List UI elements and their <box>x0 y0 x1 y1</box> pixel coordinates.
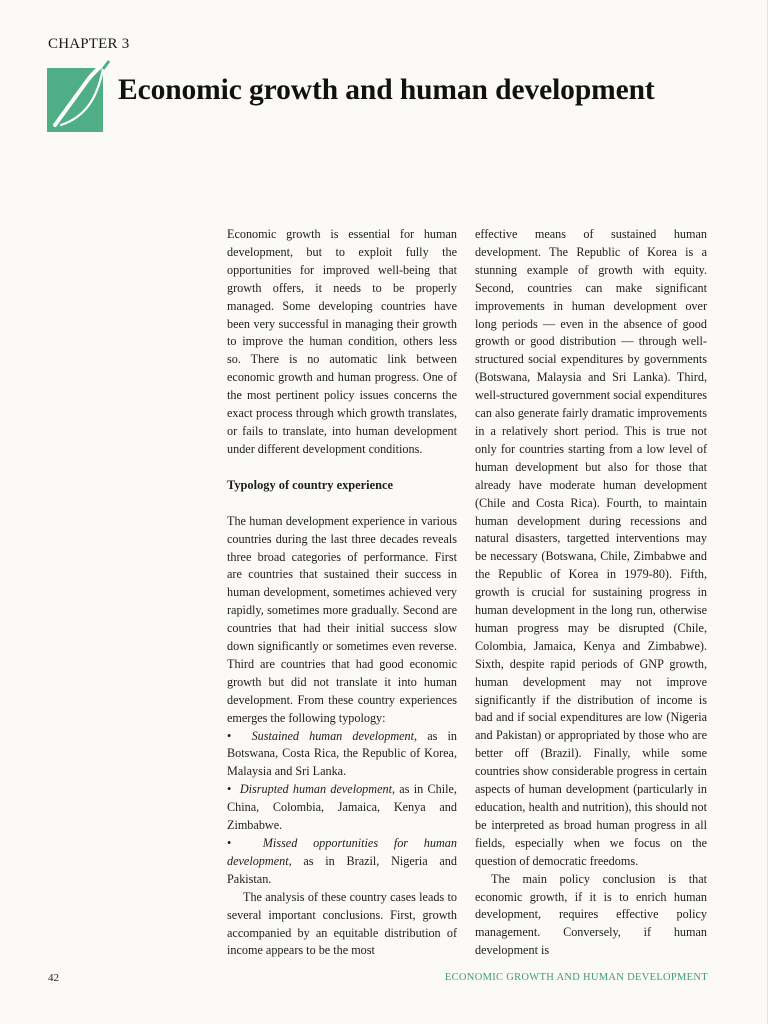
bullet-text: , as in Chile, China, Colombia, Jamaica, Kenya and Zimbabwe. <box>227 782 457 833</box>
analysis-paragraph: The analysis of these country cases leads to several important conclusions. First, growth accompanied by an equitable distribution of income appears to be the most <box>227 889 457 958</box>
section-heading: Typology of country experience <box>227 477 393 492</box>
typology-paragraph: The human development experience in various countries during the last three decades reveals three broad categories of performance. First are countries that sustained their success in human development, sometimes achieved very rapidly, sometimes more gradually. Second are countries that had their initial success slow down significantly or sometimes even reverse. Third are countries that had good economic growth but did not translate it into human development. From these country experiences emerges the following typology: <box>227 513 457 725</box>
bullet-item: • Missed opportunities for human development, as in Brazil, Nigeria and Pakistan. <box>227 836 457 886</box>
intro-paragraph: Economic growth is essential for human development, but to exploit fully the opportunities for improved well-being that growth offers, it needs to be properly managed. Some developing countries have been very successful in managing their growth to improve the human condition, others less so. There is no automatic link between economic growth and human progress. One of the most pertinent policy issues concerns the exact process through which growth translates, or fails to translate, into human development under different development conditions. <box>227 227 457 456</box>
chapter-label: CHAPTER 3 <box>48 36 130 52</box>
text-column-left <box>227 226 457 960</box>
continuation-paragraph: effective means of sustained human development. The Republic of Korea is a stunning example of growth with equity. Second, countries can make significant improvements in human development over long periods — even in the absence of good growth or good distribution — through well-structured social expenditures by governments (Botswana, Malaysia and Sri Lanka). Third, well-structured government social expenditures can also generate fairly dramatic improvements in a relatively short period. This is true not only for countries starting from a low level of human development but also for those that already have moderate human development (Chile and Costa Rica). Fourth, to maintain human development during recessions and natural disasters, targetted interventions may be necessary (Botswana, Chile, Zimbabwe and the Republic of Korea in 1979-80). Fifth, growth is crucial for sustaining progress in human development in the long run, otherwise human progress may be disrupted (Chile, Colombia, Jamaica, Kenya and Zimbabwe). Sixth, despite rapid periods of GNP growth, human development may not improve significantly if the distribution of income is bad and if social expenditures are low (Nigeria and Pakistan) or appropriated by those who are better off (Brazil). Finally, while some countries show considerable progress in certain aspects of human development (particularly in education, health and nutrition), this should not be interpreted as broad human progress in all fields, especially when we focus on the question of democratic freedoms. <box>475 227 707 868</box>
chapter-title: Economic growth and human development <box>118 74 655 106</box>
bullet-term: Disrupted human development <box>239 782 392 797</box>
chapter-logo-icon <box>47 59 111 132</box>
bullet-term: Missed opportunities for human development <box>227 836 457 868</box>
bullet-text: , as in Botswana, Costa Rica, the Republic of Korea, Malaysia and Sri Lanka. <box>227 728 457 779</box>
bullet-item: • Sustained human development, as in Botswana, Costa Rica, the Republic of Korea, Malaysia and Sri Lanka. <box>227 728 457 779</box>
bullet-item: • Disrupted human development, as in Chile, China, Colombia, Jamaica, Kenya and Zimbabwe. <box>227 782 457 833</box>
bullet-text: , as in Brazil, Nigeria and Pakistan. <box>227 853 457 886</box>
conclusion-paragraph: The main policy conclusion is that economic growth, if it is to enrich human development, requires effective policy management. Conversely, if human development is <box>475 871 707 958</box>
running-footer-title: ECONOMIC GROWTH AND HUMAN DEVELOPMENT <box>444 972 708 983</box>
text-column-right <box>475 226 707 960</box>
page-number: 42 <box>48 972 59 984</box>
bullet-term: Sustained human development <box>251 728 415 743</box>
